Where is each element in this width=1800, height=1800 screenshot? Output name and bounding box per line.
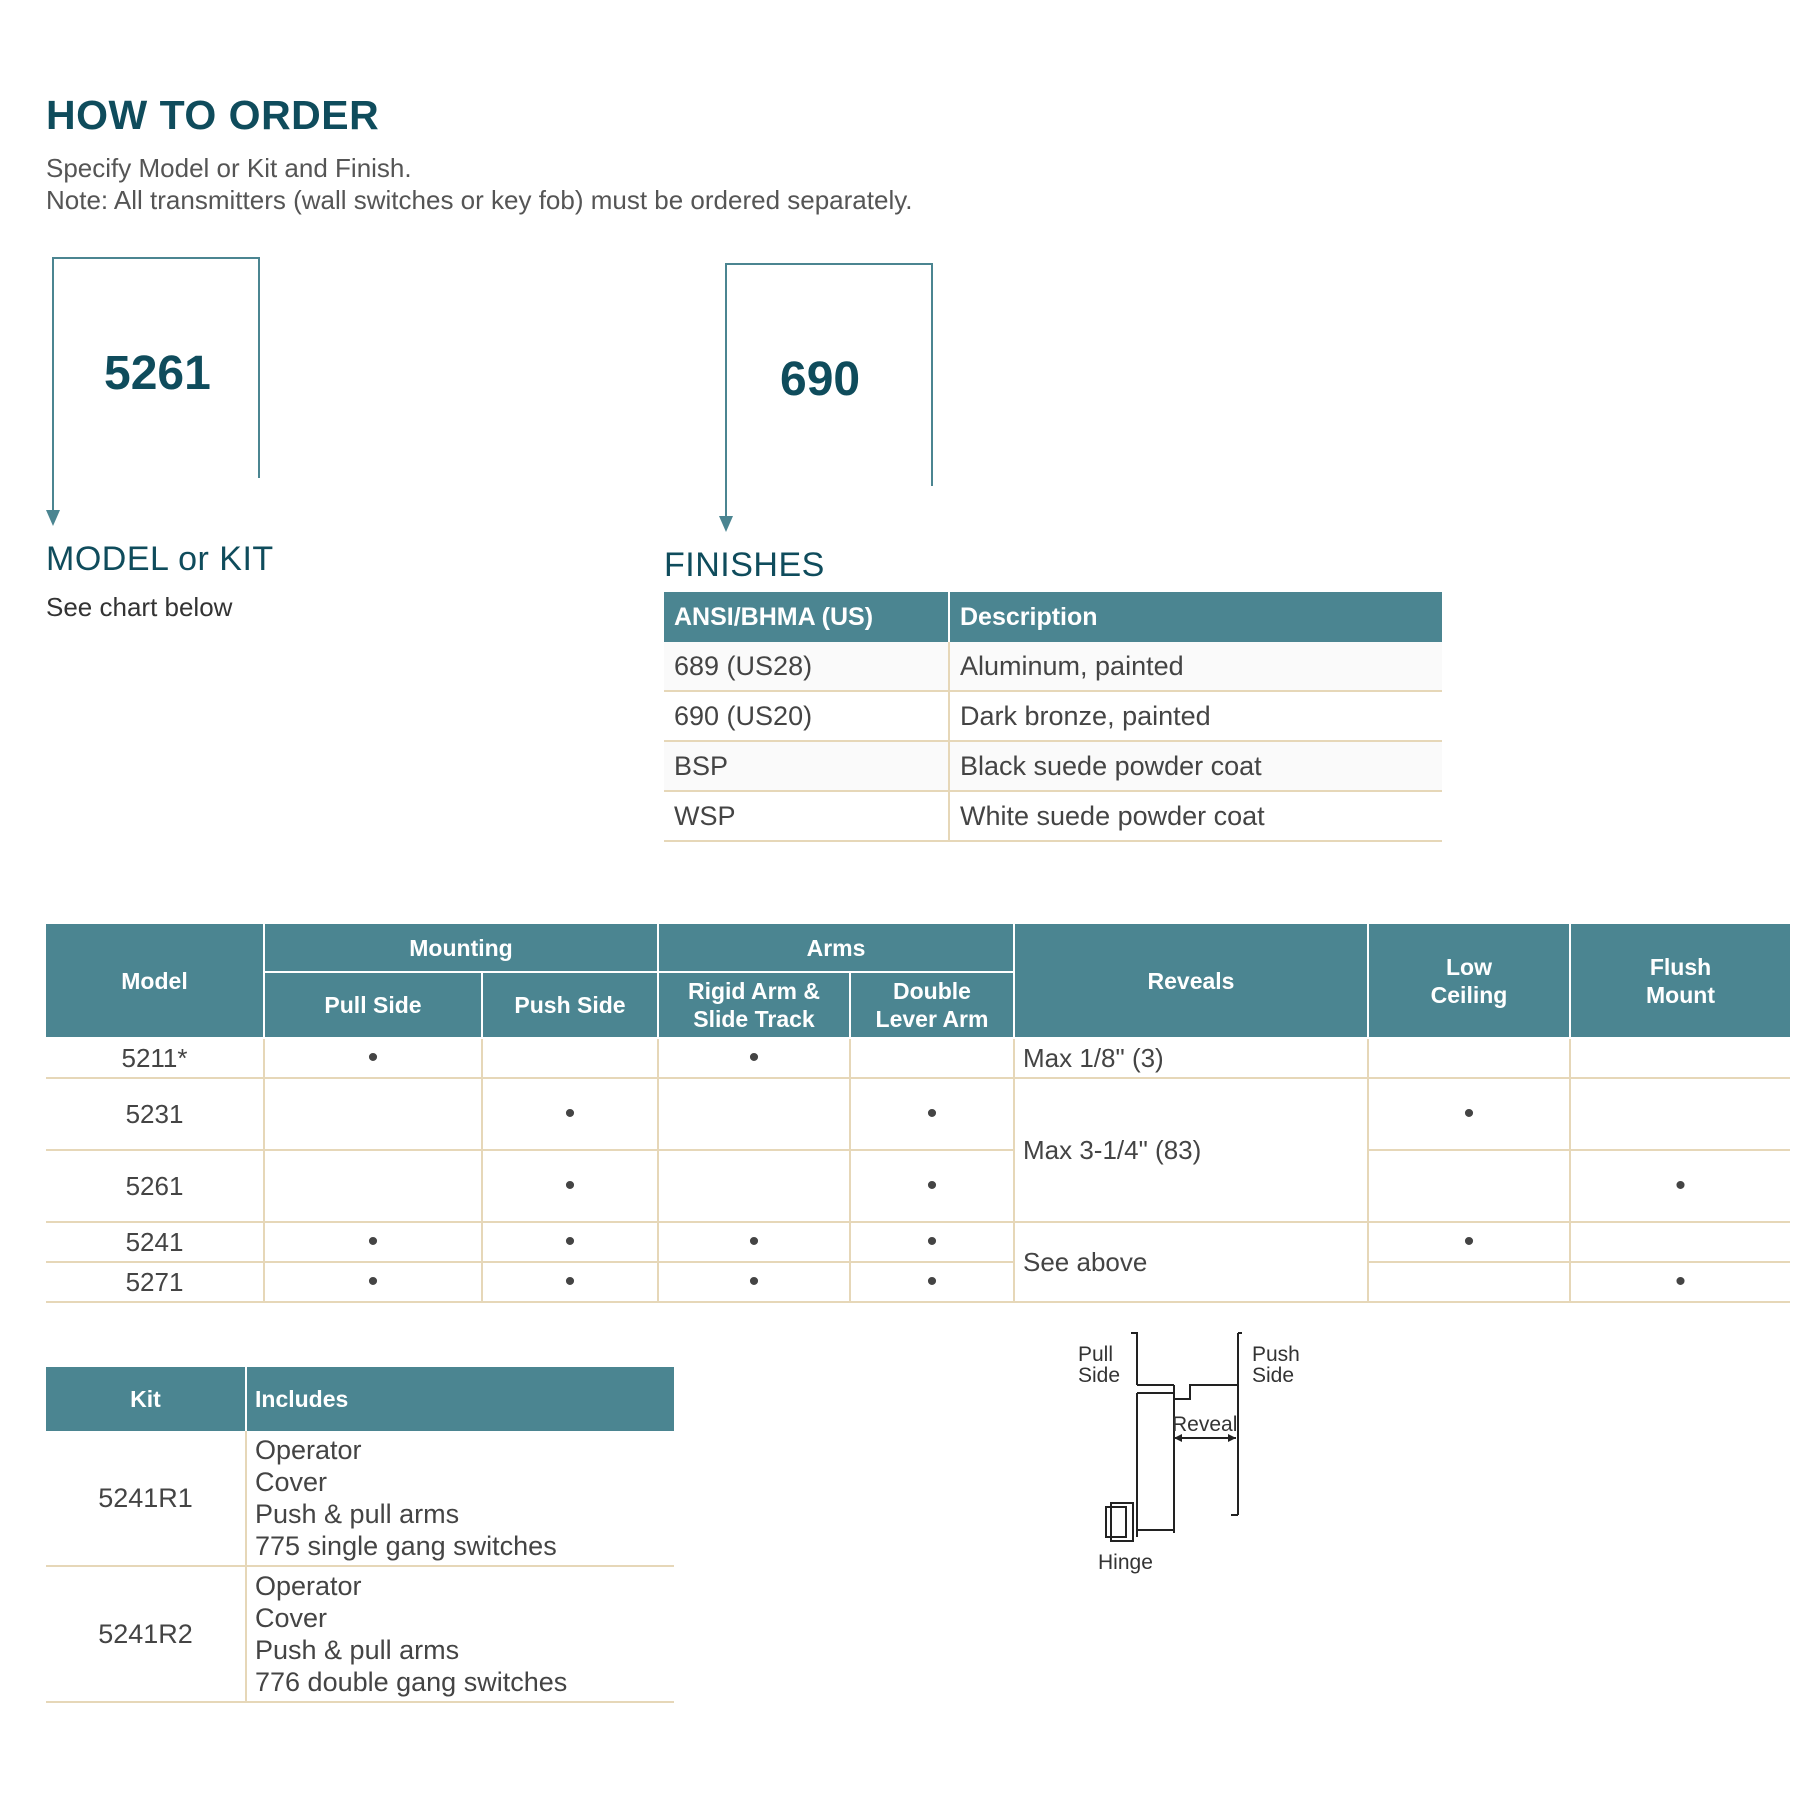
pull-side-label: Pull Side: [1078, 1343, 1121, 1387]
flush-mount-bullet: •: [1570, 1262, 1790, 1302]
model-cell: 5241: [46, 1222, 264, 1262]
push-side-bullet: •: [482, 1150, 658, 1222]
model-kit-heading: MODEL or KIT: [46, 540, 274, 578]
finishes-col-ansi: ANSI/BHMA (US): [664, 592, 949, 642]
reveal-cell: Max 3-1/4" (83): [1014, 1078, 1368, 1222]
table-row: [46, 1566, 674, 1702]
low-ceiling-bullet: •: [1368, 1222, 1570, 1262]
example-finish-code: 690: [780, 353, 861, 406]
table-row: [664, 691, 1442, 741]
col-flush-mount: Flush Mount: [1570, 924, 1790, 1038]
col-pull-side: Pull Side: [264, 972, 482, 1038]
reveal-cell: Max 1/8" (3): [1014, 1038, 1368, 1078]
includes-cell: Operator Cover Push & pull arms 775 single gang switches: [246, 1431, 674, 1566]
pull-side-cell: [264, 1150, 482, 1222]
table-row: [664, 791, 1442, 841]
flush-mount-cell: [1570, 1078, 1790, 1150]
double-lever-bullet: •: [850, 1262, 1014, 1302]
col-kit: Kit: [46, 1367, 246, 1431]
hinge-label: Hinge: [1098, 1551, 1153, 1574]
col-includes: Includes: [246, 1367, 674, 1431]
finish-code: 689 (US28): [664, 642, 949, 691]
col-group-mounting: Mounting: [264, 924, 658, 972]
finishes-table: [664, 592, 1442, 842]
table-row: [46, 1431, 674, 1566]
push-side-bullet: •: [482, 1078, 658, 1150]
model-cell: 5211*: [46, 1038, 264, 1078]
pull-side-bullet: •: [264, 1262, 482, 1302]
kit-cell: 5241R2: [46, 1566, 246, 1702]
table-row: [46, 1078, 1790, 1150]
finish-description: Aluminum, painted: [949, 642, 1442, 691]
reveal-diagram: [1090, 1325, 1350, 1585]
page-title: HOW TO ORDER: [46, 92, 380, 138]
example-model-code: 5261: [104, 347, 211, 400]
col-group-arms: Arms: [658, 924, 1014, 972]
pull-side-bullet: •: [264, 1222, 482, 1262]
table-row: [46, 1262, 1790, 1302]
finishes-heading: FINISHES: [664, 546, 825, 584]
low-ceiling-bullet: •: [1368, 1078, 1570, 1150]
order-code-connectors: [0, 0, 1800, 560]
finishes-col-description: Description: [949, 592, 1442, 642]
table-row: [46, 1150, 1790, 1222]
flush-mount-cell: [1570, 1222, 1790, 1262]
rigid-arm-cell: [658, 1150, 850, 1222]
push-side-bullet: •: [482, 1222, 658, 1262]
rigid-arm-bullet: •: [658, 1262, 850, 1302]
finish-description: White suede powder coat: [949, 791, 1442, 841]
reveal-cell: See above: [1014, 1222, 1368, 1302]
finish-code: WSP: [664, 791, 949, 841]
intro-line-1: Specify Model or Kit and Finish.: [46, 153, 412, 183]
double-lever-bullet: •: [850, 1150, 1014, 1222]
pull-side-bullet: •: [264, 1038, 482, 1078]
flush-mount-cell: [1570, 1038, 1790, 1078]
low-ceiling-cell: [1368, 1262, 1570, 1302]
pull-side-cell: [264, 1078, 482, 1150]
double-lever-bullet: •: [850, 1078, 1014, 1150]
reveal-label: Reveal: [1172, 1413, 1238, 1436]
model-table: [46, 924, 1790, 1303]
model-kit-subtext: See chart below: [46, 592, 233, 622]
low-ceiling-cell: [1368, 1150, 1570, 1222]
intro-line-2: Note: All transmitters (wall switches or key fob) must be ordered separately.: [46, 185, 913, 215]
table-row: [664, 741, 1442, 791]
table-row: [46, 1038, 1790, 1078]
col-double-lever: Double Lever Arm: [850, 972, 1014, 1038]
rigid-arm-cell: [658, 1078, 850, 1150]
model-cell: 5271: [46, 1262, 264, 1302]
col-rigid-arm: Rigid Arm & Slide Track: [658, 972, 850, 1038]
col-push-side: Push Side: [482, 972, 658, 1038]
finish-description: Dark bronze, painted: [949, 691, 1442, 741]
finish-code: BSP: [664, 741, 949, 791]
includes-cell: Operator Cover Push & pull arms 776 double gang switches: [246, 1566, 674, 1702]
finish-code: 690 (US20): [664, 691, 949, 741]
rigid-arm-bullet: •: [658, 1222, 850, 1262]
table-row: [46, 1222, 1790, 1262]
flush-mount-bullet: •: [1570, 1150, 1790, 1222]
push-side-bullet: •: [482, 1262, 658, 1302]
col-model: Model: [46, 924, 264, 1038]
model-cell: 5261: [46, 1150, 264, 1222]
rigid-arm-bullet: •: [658, 1038, 850, 1078]
double-lever-cell: [850, 1038, 1014, 1078]
table-row: [664, 642, 1442, 691]
kit-table: [46, 1367, 674, 1703]
kit-cell: 5241R1: [46, 1431, 246, 1566]
double-lever-bullet: •: [850, 1222, 1014, 1262]
finish-description: Black suede powder coat: [949, 741, 1442, 791]
model-cell: 5231: [46, 1078, 264, 1150]
push-side-label: Push Side: [1252, 1343, 1300, 1387]
push-side-cell: [482, 1038, 658, 1078]
col-reveals: Reveals: [1014, 924, 1368, 1038]
col-low-ceiling: Low Ceiling: [1368, 924, 1570, 1038]
low-ceiling-cell: [1368, 1038, 1570, 1078]
